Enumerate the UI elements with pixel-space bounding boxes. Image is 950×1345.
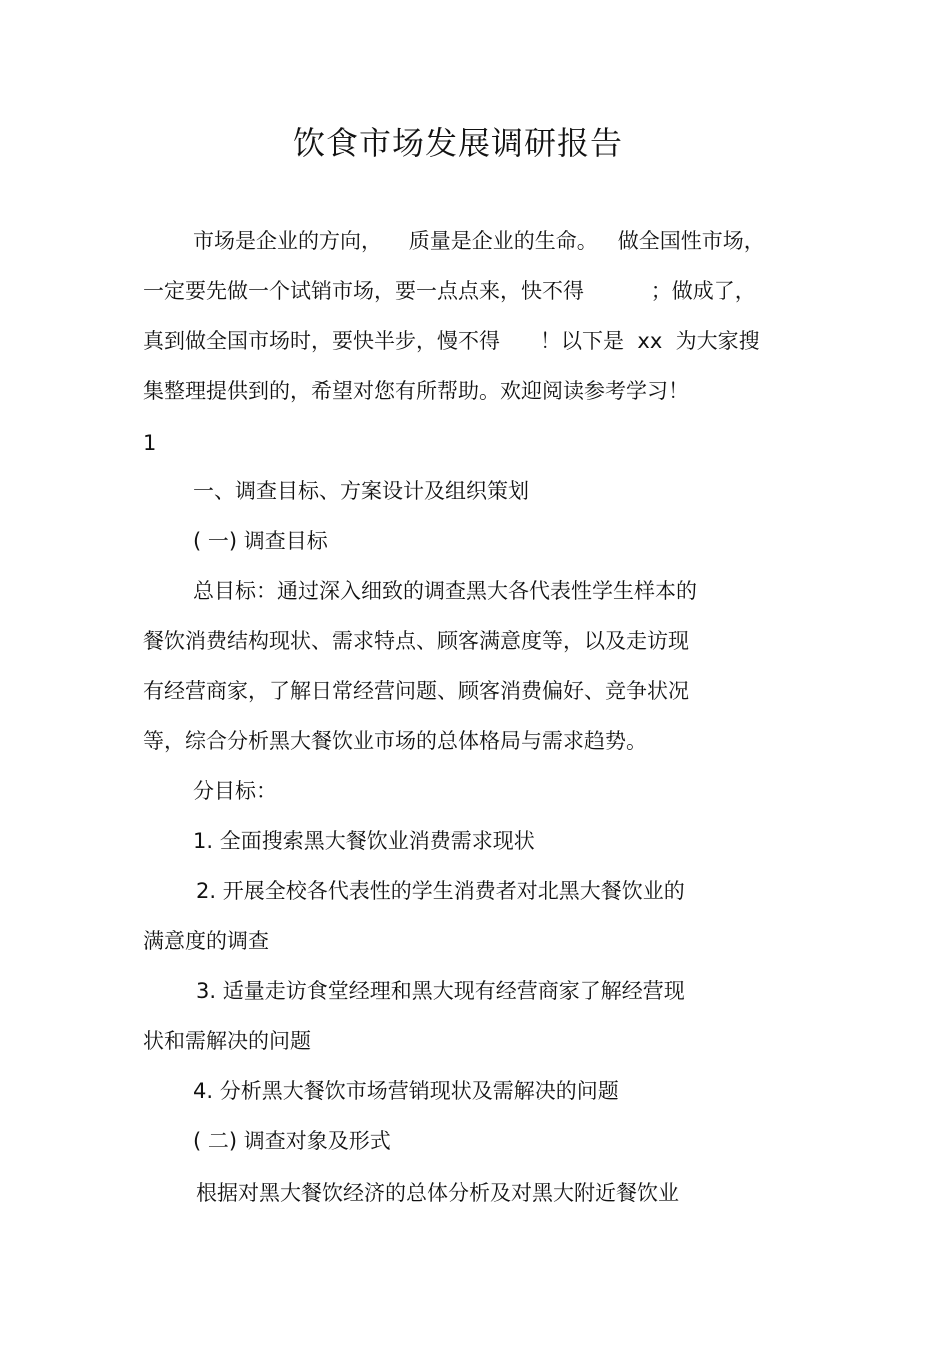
overall-goal-line-4: 等，综合分析黑大餐饮业市场的总体格局与需求趋势。 bbox=[143, 729, 647, 753]
goal-item-2: 2. 开展全校各代表性的学生消费者对北黑大餐饮业的 bbox=[196, 879, 685, 903]
subsection-heading-2: ( 二) 调查对象及形式 bbox=[193, 1129, 391, 1153]
goal-item-4: 4. 分析黑大餐饮市场营销现状及需解决的问题 bbox=[193, 1079, 619, 1103]
overall-goal-line-1: 总目标：通过深入细致的调查黑大各代表性学生样本的 bbox=[193, 579, 697, 603]
intro-line-3: 真到做全国市场时，要快半步，慢不得 ！以下是 xx 为大家搜 bbox=[143, 329, 760, 353]
goal-item-2-continued: 满意度的调查 bbox=[143, 929, 269, 953]
page-marker: 1 bbox=[143, 431, 157, 455]
goal-item-3-continued: 状和需解决的问题 bbox=[143, 1029, 311, 1053]
subsection-heading-1: ( 一) 调查目标 bbox=[193, 529, 328, 553]
intro-line-4: 集整理提供到的，希望对您有所帮助。欢迎阅读参考学习！ bbox=[143, 379, 689, 403]
section-heading: 一、调查目标、方案设计及组织策划 bbox=[193, 479, 529, 503]
sub-goals-label: 分目标： bbox=[193, 779, 277, 803]
goal-item-3: 3. 适量走访食堂经理和黑大现有经营商家了解经营现 bbox=[196, 979, 685, 1003]
intro-line-1: 市场是企业的方向， 质量是企业的生命。 做全国性市场， bbox=[193, 229, 765, 253]
intro-line-2: 一定要先做一个试销市场，要一点点来，快不得 ；做成了， bbox=[143, 279, 756, 303]
overall-goal-line-3: 有经营商家，了解日常经营问题、顾客消费偏好、竞争状况 bbox=[143, 679, 689, 703]
document-title: 饮食市场发展调研报告 bbox=[292, 124, 623, 162]
body-line-last: 根据对黑大餐饮经济的总体分析及对黑大附近餐饮业 bbox=[196, 1181, 679, 1205]
goal-item-1: 1. 全面搜索黑大餐饮业消费需求现状 bbox=[193, 829, 535, 853]
overall-goal-line-2: 餐饮消费结构现状、需求特点、顾客满意度等，以及走访现 bbox=[143, 629, 689, 653]
